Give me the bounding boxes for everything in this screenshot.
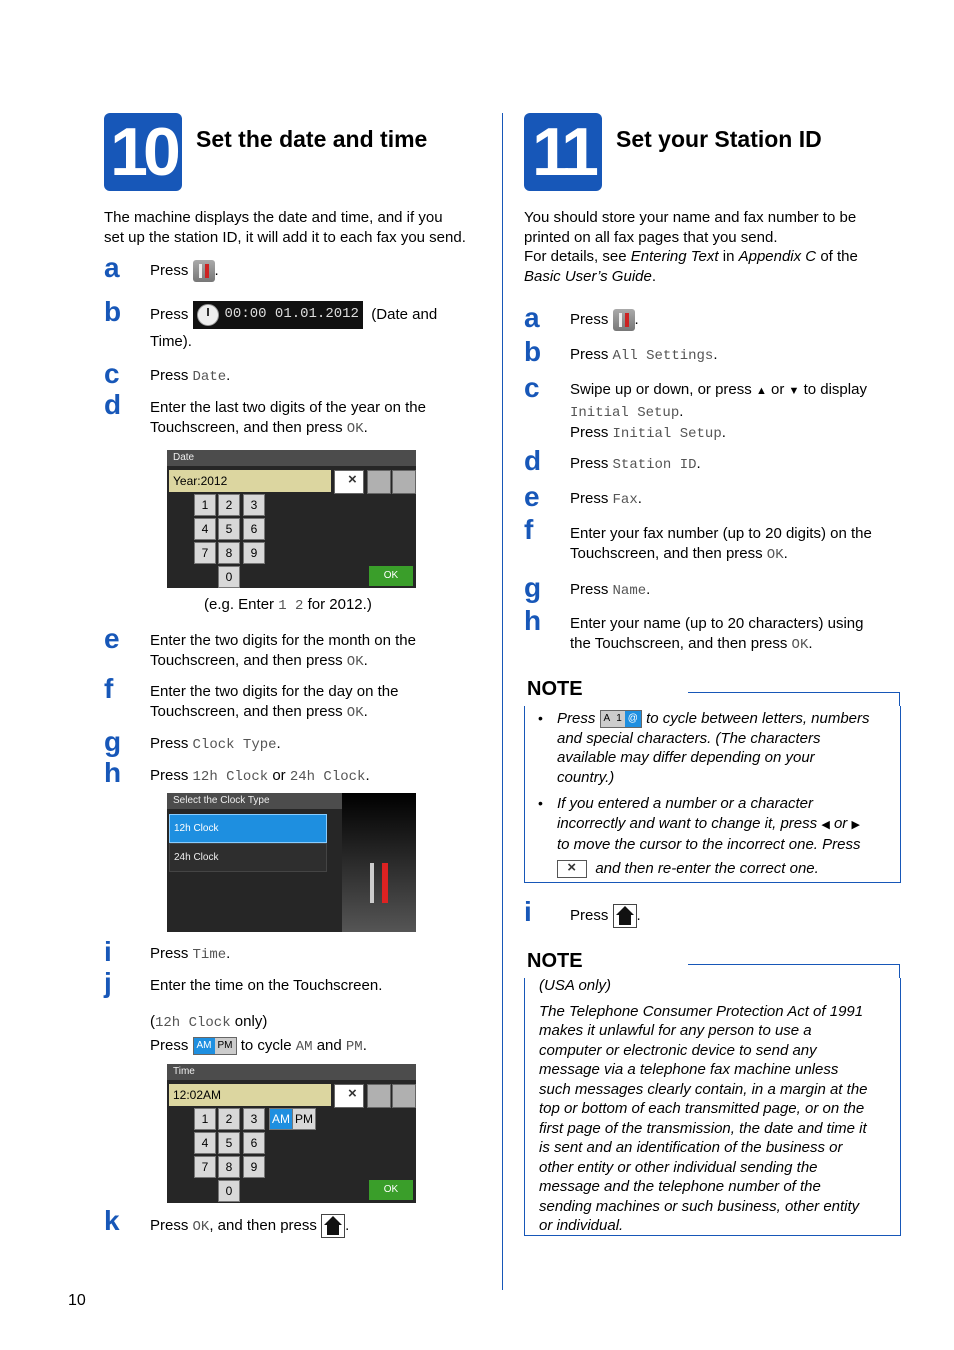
clock-icon [197,304,219,326]
date-time-button [193,301,363,329]
note-2-line: top or bottom of each transmitted page, or on the [539,1100,865,1117]
step-h-press: Press [150,767,189,784]
step-f-line-2-text: Touchscreen, and then press [150,702,343,720]
step-e-line-2 [150,651,416,673]
a1-icon-1: 1 [613,711,625,727]
step-j-to-cycle: to cycle [240,1037,292,1054]
right-step-c-line-3 [570,423,867,445]
right-step-f-period: . [783,544,788,562]
step-j-paren: ( [150,1013,155,1030]
date-screen-title: Date [167,450,416,466]
left-triangle-icon: ◀ [821,818,830,831]
right-step-c-or: or [771,381,785,398]
step-j-period: . [362,1037,367,1054]
step-e-ok: OK [346,653,364,670]
step-c-date: Date [192,369,227,385]
step-e-line-2-text: Touchscreen, and then press [150,651,343,669]
right-triangle-icon: ▶ [851,818,860,831]
note-1-bullet-1: • [538,710,543,726]
date-time-button-label: 00:00 01.01.2012 [224,306,359,323]
note-1-item-1-line-4: country.) [557,768,615,786]
note-1-item-2-line-4 [557,859,860,879]
step-d-line-2-text: Touchscreen, and then press [150,418,343,436]
right-step-letter-b: b [524,336,542,367]
backspace-icon [339,474,359,490]
note-2-title: NOTE [527,950,583,972]
note-1-reenter-text: and then re-enter the correct one. [595,859,819,877]
step-a-press: Press [150,261,189,279]
note-2-line: The Telephone Consumer Protection Act of 1991 [539,1002,864,1020]
right-step-h-line-1: Enter your name (up to 20 characters) using [570,615,864,632]
step-c-text [150,366,230,388]
step-f-line-1: Enter the two digits for the day on the [150,683,399,700]
time-key-6: 6 [243,1132,265,1154]
right-step-g-text [570,580,650,602]
right-step-f-line-2-text: Touchscreen, and then press [570,544,763,562]
left-arrow-key [367,470,391,494]
date-touchscreen [167,450,416,588]
right-step-letter-i: i [524,896,532,927]
note-2-line: message and the telephone number of the [539,1178,821,1195]
a1-icon-a: A [601,711,614,727]
right-step-i-period: . [636,906,641,924]
time-backspace-key [334,1084,364,1108]
step-letter-g: g [104,726,122,757]
column-divider [502,113,503,1290]
step-letter-f: f [104,673,114,704]
right-step-b-text [570,345,718,367]
right-step-h-period: . [808,634,813,652]
step-d-line-2 [150,418,426,440]
time-backspace-icon [339,1088,359,1104]
key-8: 8 [218,542,240,564]
step-g-clock-type: Clock Type [192,737,277,753]
step-j-pm: PM [345,1039,363,1055]
intro-basic-guide: Basic User’s Guide [524,267,652,285]
tools-panel [342,793,416,932]
step-c-press: Press [150,367,189,384]
right-step-c-initial-setup-1: Initial Setup [570,404,680,421]
key-4: 4 [194,518,216,540]
am-pm-icon [193,1037,237,1055]
step-b-text [150,301,437,329]
note-2-line: computer or electronic device to send any [539,1041,817,1059]
key-7: 7 [194,542,216,564]
step-h-12h: 12h Clock [192,769,269,785]
step-letter-e: e [104,623,120,654]
key-6: 6 [243,518,265,540]
step-k-press: Press [150,1216,189,1234]
step-j-text: Enter the time on the Touchscreen. [150,977,383,994]
time-key-4: 4 [194,1132,216,1154]
step-k-then-press: , and then press [209,1216,317,1234]
time-am-key: AM [269,1108,293,1130]
time-screen-title: Time [167,1064,416,1080]
step-letter-k: k [104,1205,120,1236]
right-step-f-text [570,524,872,565]
note-2-line: sending machines or such business, other entity [539,1197,860,1215]
note-1-item-2-line-2 [557,814,860,836]
step-i-period: . [226,945,231,962]
note-2-line: first page of the transmission, the date and time it [539,1119,867,1137]
right-step-c-line-1 [570,380,867,402]
wrench-icon [382,863,388,903]
step-f-ok: OK [346,704,364,721]
step-letter-j: j [104,967,112,998]
right-step-c-swipe: Swipe up or down, or press [570,381,752,398]
right-step-h-line-2 [570,634,863,656]
step-j-only: only) [234,1013,268,1030]
right-step-b-press: Press [570,346,609,363]
note-2-line: is sent and an identification of the business or [539,1139,843,1156]
home-icon [321,1214,345,1238]
time-ok-key: OK [369,1180,413,1200]
intro-paragraph [104,208,466,247]
right-step-c-to-display: to display [803,381,867,398]
note-2-line: or individual. [539,1217,624,1234]
time-key-3: 3 [243,1108,265,1130]
note-1-bullet-2: • [538,795,543,811]
section-heading-station-id: Set your Station ID [616,126,822,152]
down-arrow-icon: ▼ [788,385,800,397]
intro-line-2: set up the station ID, it will add it to each fax you send. [104,228,466,246]
right-step-e-text [570,489,642,511]
step-e-text [150,631,416,672]
right-arrow-key [392,470,416,494]
step-b-time: Time). [150,333,192,350]
note-2-line: (USA only) [539,977,611,994]
step-j-sub1 [150,1012,267,1034]
up-arrow-icon: ▲ [755,385,767,397]
right-step-f-line-2 [570,544,872,566]
a1-cycle-icon [600,710,642,728]
right-step-c-period-1: . [679,402,684,420]
right-step-letter-d: d [524,445,542,476]
right-step-b-all-settings: All Settings [612,348,714,364]
right-step-c-period-2: . [721,424,726,441]
right-step-h-ok: OK [791,636,809,653]
step-c-period: . [226,367,231,384]
step-g-period: . [276,735,281,752]
intro-of-the: of the [820,248,858,265]
step-h-period: . [365,767,370,784]
step-j-and: and [316,1037,342,1054]
intro-entering-text: Entering Text [630,248,719,265]
key-2: 2 [218,494,240,516]
time-touchscreen [167,1064,416,1203]
clock-option-24h: 24h Clock [169,843,327,872]
note-2-top-rule [688,964,900,965]
note-1-title: NOTE [527,678,583,700]
step-a-text [150,260,219,282]
backspace-key [334,470,364,494]
note-1-cycle-text: to cycle between letters, numbers [646,710,870,727]
time-pm-key: PM [292,1108,316,1130]
note-2-line: such messages clearly contain, in a margin at the [539,1080,868,1098]
right-step-c-text [570,380,867,445]
right-step-a-period: . [634,310,639,328]
time-left-arrow-key [367,1084,391,1108]
right-home-icon [613,904,637,928]
step-f-period: . [363,702,368,720]
right-step-letter-c: c [524,372,540,403]
right-intro-line-1: You should store your name and fax number to be [524,209,857,226]
note-2-corner [899,964,900,978]
intro-line-1: The machine displays the date and time, and if you [104,209,443,226]
right-step-e-press: Press [570,490,609,507]
time-key-0: 0 [218,1180,240,1202]
key-3: 3 [243,494,265,516]
note-2-line: message via a telephone fax machine unless [539,1061,839,1078]
step-i-text [150,944,230,966]
right-step-c-line-2 [570,402,867,424]
step-d-text [150,398,426,439]
step-letter-i: i [104,936,112,967]
a1-icon-at: @ [625,711,641,727]
step-i-time: Time [192,947,227,963]
step-letter-b: b [104,296,122,327]
right-step-letter-h: h [524,605,542,636]
key-9: 9 [243,542,265,564]
note-1-item-1-line-2: and special characters. (The characters [557,729,821,747]
note-1-incorrect-text: incorrectly and want to change it, press [557,814,818,832]
step-e-period: . [363,651,368,669]
step-j-press: Press [150,1037,189,1054]
note-2-line: makes it unlawful for any person to use a [539,1022,812,1039]
am-pm-icon-am: AM [194,1038,215,1054]
intro-appendix-c: Appendix C [738,248,817,265]
step-h-text [150,766,370,788]
right-step-f-line-1: Enter your fax number (up to 20 digits) on the [570,525,872,542]
step-f-text [150,682,398,723]
step-number-11: 11 [524,113,602,191]
caption-digits: 1 2 [278,598,304,614]
step-h-24h: 24h Clock [289,769,366,785]
right-intro-line-3 [524,247,858,267]
right-step-c-initial-setup-2: Initial Setup [612,426,722,442]
step-j-sub2 [150,1036,367,1058]
step-j-am: AM [295,1039,313,1055]
step-g-press: Press [150,735,189,752]
right-step-g-name: Name [612,583,647,599]
note-1-item-2-line-3: to move the cursor to the incorrect one. Press [557,836,861,853]
caption-text-b: for 2012.) [307,596,372,613]
ok-key: OK [369,566,413,586]
right-step-a-press: Press [570,310,609,328]
step-b-press: Press [150,305,189,323]
right-step-c-press: Press [570,424,609,441]
clock-option-12h: 12h Clock [169,814,327,843]
note-1-corner [899,692,900,706]
backspace-delete-icon [557,860,587,878]
step-letter-h: h [104,757,122,788]
year-field: Year:2012 [169,470,331,492]
right-intro-line-4 [524,267,858,287]
right-step-i-press: Press [570,906,609,924]
step-b-date-and: (Date and [371,305,438,323]
right-step-e-fax: Fax [612,492,638,508]
step-letter-a: a [104,252,120,283]
right-step-d-press: Press [570,455,609,472]
note-1-or: or [833,814,848,832]
page-number: 10 [68,1292,86,1309]
section-heading-date-time: Set the date and time [196,126,428,152]
note-1-top-rule [688,692,900,693]
key-0: 0 [218,566,240,588]
right-step-d-text [570,454,701,476]
right-step-d-station-id: Station ID [612,457,697,473]
time-key-9: 9 [243,1156,265,1178]
step-k-period: . [345,1216,350,1234]
step-h-or: or [272,767,286,784]
note-1-press: Press [557,710,596,727]
screwdriver-icon [370,863,374,903]
step-letter-c: c [104,358,120,389]
key-5: 5 [218,518,240,540]
right-step-i-text [570,904,641,928]
clock-type-touchscreen [167,793,416,932]
intro-period: . [651,267,657,285]
time-right-arrow-key [392,1084,416,1108]
right-step-f-ok: OK [766,546,784,563]
right-intro-paragraph [524,208,858,286]
settings-tools-icon [193,260,215,282]
right-step-letter-g: g [524,572,542,603]
note-1-item-1 [557,709,870,787]
note-2-text [539,976,868,1236]
right-step-b-period: . [713,346,718,363]
step-j-12h: 12h Clock [155,1015,231,1031]
right-step-letter-a: a [524,302,540,333]
note-1-item-1-line-3: available may differ depending on your [557,749,815,766]
intro-for-details: For details, see [524,248,627,265]
step-e-line-1: Enter the two digits for the month on the [150,632,416,649]
time-key-7: 7 [194,1156,216,1178]
step-d-period: . [363,418,368,436]
step-g-text [150,734,281,756]
am-pm-icon-pm: PM [215,1038,236,1054]
right-step-g-period: . [646,581,651,598]
date-caption [204,595,372,617]
step-a-period: . [214,261,219,279]
note-1-item-2 [557,794,860,878]
key-1: 1 [194,494,216,516]
intro-in: in [722,248,735,265]
right-step-h-text [570,614,863,655]
time-key-2: 2 [218,1108,240,1130]
time-key-5: 5 [218,1132,240,1154]
right-step-a-text [570,309,639,331]
right-settings-tools-icon [613,309,635,331]
step-i-press: Press [150,945,189,962]
note-2-line: other entity or other individual sending the [539,1158,818,1176]
step-k-ok: OK [192,1218,210,1235]
step-d-ok: OK [346,420,364,437]
caption-text-a: (e.g. Enter [204,596,275,613]
right-intro-line-2: printed on all fax pages that you send. [524,228,778,246]
note-1-item-2-line-1: If you entered a number or a character [557,795,813,812]
right-step-h-line-2-text: the Touchscreen, and then press [570,634,788,652]
note-1-item-1-line-1 [557,709,870,729]
step-f-line-2 [150,702,398,724]
time-key-8: 8 [218,1156,240,1178]
time-field: 12:02AM [169,1084,331,1106]
step-letter-d: d [104,389,122,420]
right-step-letter-e: e [524,481,540,512]
step-d-line-1: Enter the last two digits of the year on the [150,399,426,416]
step-k-text [150,1214,349,1238]
right-step-d-period: . [696,455,701,472]
right-step-e-period: . [637,490,642,507]
right-step-g-press: Press [570,581,609,598]
time-key-1: 1 [194,1108,216,1130]
right-step-letter-f: f [524,514,534,545]
step-number-10: 10 [104,113,182,191]
clock-type-screen-title: Select the Clock Type [167,793,342,809]
